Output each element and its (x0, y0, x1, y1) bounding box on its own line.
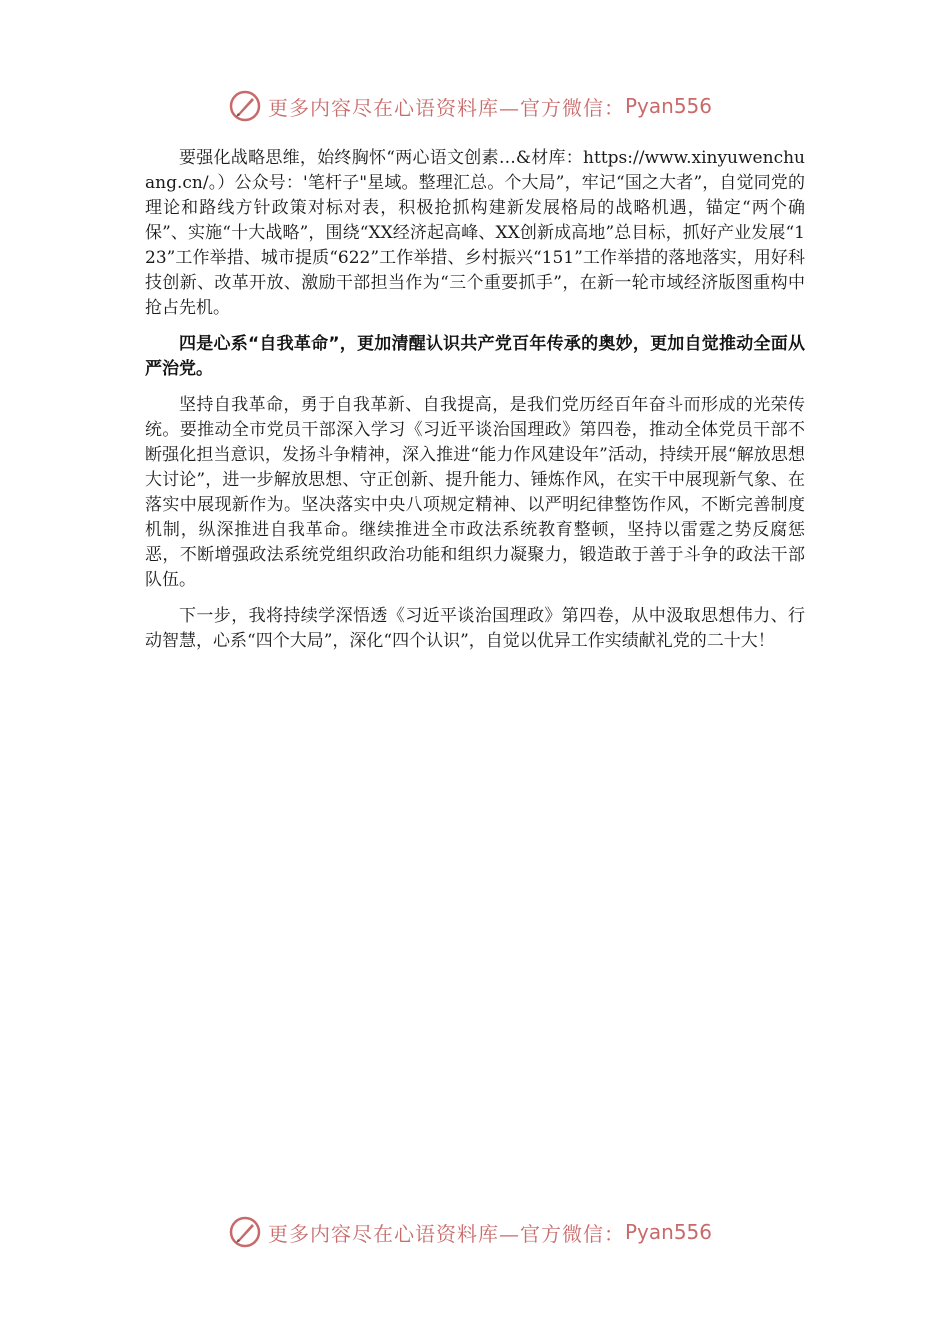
header-banner (0, 84, 950, 128)
footer-banner (0, 1210, 950, 1254)
quill-logo-icon (228, 89, 262, 123)
section-heading-self-revolution: 四是心系“自我革命”，更加清醒认识共产党百年传承的奥妙，更加自觉推动全面从严治党。 (145, 334, 805, 379)
header-banner-text: 更多内容尽在心语资料库—官方微信： (267, 95, 625, 120)
document-body (145, 146, 805, 665)
footer-banner-text: 更多内容尽在心语资料库—官方微信： (267, 1221, 625, 1246)
quill-logo-icon (228, 1215, 262, 1249)
paragraph-self-revolution: 坚持自我革命，勇于自我革新、自我提高，是我们党历经百年奋斗而形成的光荣传统。要推动全市党员干部深入学习《习近平谈治国理政》第四卷，推动全体党员干部不断强化担当意识，发扬斗争精神，深入推进“能力作风建设年”活动，持续开展“解放思想大讨论”，进一步解放思想、守正创新、提升能力、锤炼作风，在实干中展现新气象、在落实中展现新作为。坚决落实中央八项规定精神、以严明纪律整饬作风，不断完善制度机制，纵深推进自我革命。继续推进全市政法系统教育整顿，坚持以雷霆之势反腐惩恶，不断增强政法系统党组织政治功能和组织力凝聚力，锻造敢于善于斗争的政法干部队伍。 (145, 395, 805, 590)
header-banner-wechat: Pyan556 (624, 94, 712, 118)
paragraph-next-step: 下一步，我将持续学深悟透《习近平谈治国理政》第四卷，从中汲取思想伟力、行动智慧，心系“四个大局”，深化“四个认识”，自觉以优异工作实绩献礼党的二十大！ (145, 606, 805, 651)
paragraph-strategic-thinking: 要强化战略思维，始终胸怀“两心语文创素…&材库：https://www.xinyuwenchuang.cn/。）公众号：'笔杆子"星域。整理汇总。个大局”，牢记“国之大者”，自觉同党的理论和路线方针政策对标对表，积极抢抓构建新发展格局的战略机遇，锚定“两个确保”、实施“十大战略”，围绕“XX经济起高峰、XX创新成高地”总目标，抓好产业发展“123”工作举措、城市提质“622”工作举措、乡村振兴“151”工作举措的落地落实，用好科技创新、改革开放、激励干部担当作为“三个重要抓手”，在新一轮市域经济版图重构中抢占先机。 (145, 148, 805, 318)
footer-banner-wechat: Pyan556 (624, 1220, 712, 1244)
